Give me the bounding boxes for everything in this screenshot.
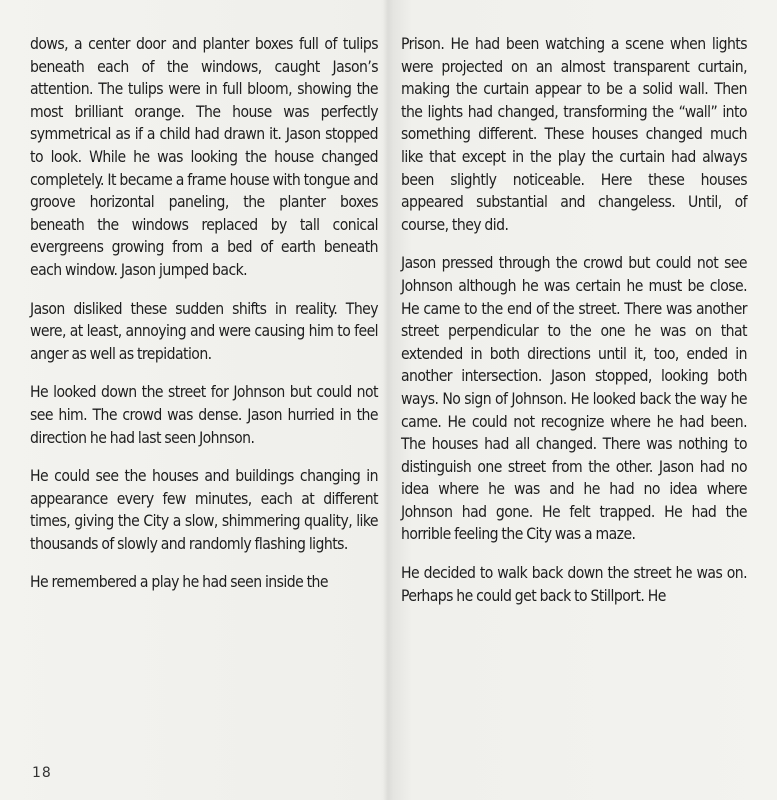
paragraph: Jason disliked these sudden shifts in reality. They were, at least, annoying and were causing him to feel anger as well as trepidation. [30,299,378,363]
paragraph: He looked down the street for Johnson but could not see him. The crowd was dense. Jason hurried in the direction he had last seen Johnson. [30,383,378,447]
paragraph: He remembered a play he had seen inside the [30,573,328,592]
page-number: 18 [32,765,52,781]
paragraph: Jason pressed through the crowd but could not see Johnson although he was certain he must be close. He came to the end of the street. There was another street perpendicular to the one he was on that extended in both directions until it, too, ended in another intersection. Jason stopped, looking both ways. No sign of Johnson. He looked back the way he came. He could not recognize where he had been. The houses had all changed. There was nothing to distinguish one street from the other. Jason had no idea where he was and he had no idea where Johnson had gone. He felt trapped. He had the horrible feeling the City was a maze. [401,254,747,544]
right-text-column [401,33,747,623]
paragraph: He decided to walk back down the street he was on. Perhaps he could get back to Stillport. He [401,564,747,605]
left-text-column [30,33,378,610]
page-gutter [383,0,393,800]
paragraph: Prison. He had been watching a scene when lights were projected on an almost transparent curtain, making the curtain appear to be a solid wall. Then the lights had changed, transforming the “wall” into something different. These houses changed much like that except in the play the curtain had always been slightly noticeable. Here these houses appeared substantial and changeless. Until, of course, they did. [401,35,747,234]
paragraph: dows, a center door and planter boxes full of tulips beneath each of the windows, caught Jason’s attention. The tulips were in full bloom, showing the most brilliant orange. The house was perfectly symmetrical as if a child had drawn it. Jason stopped to look. While he was looking the house changed completely. It became a frame house with tongue and groove horizontal paneling, the planter boxes beneath the windows replaced by tall conical evergreens growing from a bed of earth beneath each window. Jason jumped back. [30,35,378,279]
paragraph: He could see the houses and buildings changing in appearance every few minutes, each at different times, giving the City a slow, shimmering quality, like thousands of slowly and randomly flashing lights. [30,467,378,553]
